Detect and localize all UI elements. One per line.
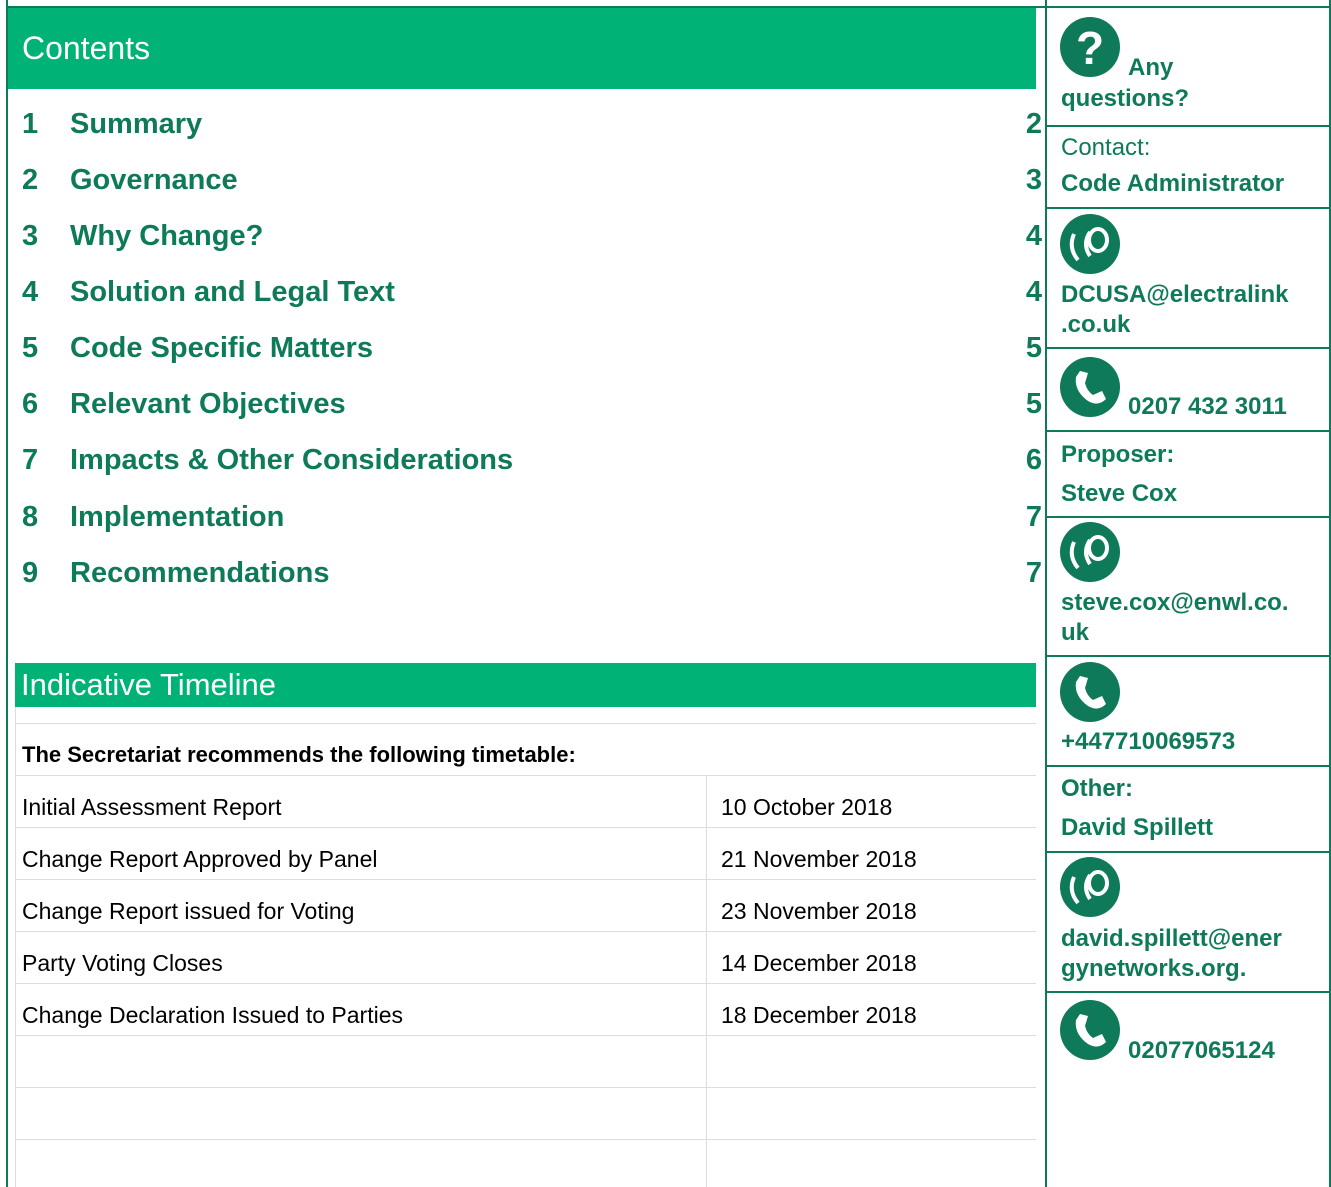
toc-title: Why Change? (70, 220, 264, 252)
timeline-column-divider (706, 775, 707, 1187)
toc-page: 7 (1025, 557, 1042, 589)
proposer-label: Proposer: (1061, 441, 1175, 468)
toc-number: 1 (22, 108, 39, 140)
sidebar-divider (1045, 207, 1331, 209)
other-email-line: gynetworks.org. (1061, 955, 1247, 982)
timeline-heading: Indicative Timeline (15, 663, 1036, 707)
timeline-rule (15, 723, 1036, 724)
toc-number: 8 (22, 501, 39, 533)
toc-number: 2 (22, 164, 39, 196)
sidebar-divider (1045, 765, 1331, 767)
phone-icon (1060, 1000, 1120, 1060)
phone-icon (1060, 357, 1120, 417)
timeline-rule (15, 879, 1036, 880)
timeline-event: Initial Assessment Report (22, 794, 282, 820)
timeline-event: Change Declaration Issued to Parties (22, 1002, 403, 1028)
toc-page: 6 (1025, 444, 1042, 476)
any-label: Any (1128, 54, 1174, 81)
timeline-date: 10 October 2018 (721, 794, 893, 820)
sidebar-divider (1045, 516, 1331, 518)
toc-item-summary[interactable] (22, 108, 1042, 148)
toc-page: 5 (1025, 332, 1042, 364)
timeline-date: 23 November 2018 (721, 898, 917, 924)
question-icon (1060, 17, 1120, 77)
toc-item-impacts[interactable] (22, 444, 1042, 484)
timeline-rule (15, 983, 1036, 984)
toc-title: Recommendations (70, 557, 330, 589)
contact-label: Contact: (1061, 134, 1151, 161)
contact-name: Code Administrator (1061, 170, 1285, 197)
toc-item-implementation[interactable] (22, 501, 1042, 541)
toc-page: 3 (1025, 164, 1042, 196)
toc-page: 4 (1025, 220, 1042, 252)
timeline-rule (15, 1035, 1036, 1036)
toc-item-relevant-objectives[interactable] (22, 388, 1042, 428)
toc-item-code-specific[interactable] (22, 332, 1042, 372)
contents-heading: Contents (8, 8, 1036, 89)
toc-page: 5 (1025, 388, 1042, 420)
timeline-date: 18 December 2018 (721, 1002, 917, 1028)
toc-title: Implementation (70, 501, 285, 533)
toc-number: 5 (22, 332, 39, 364)
contact-email[interactable] (1061, 280, 1288, 340)
sidebar-left-border (1045, 0, 1047, 1187)
questions-label: questions? (1061, 85, 1190, 112)
timeline-event: Change Report Approved by Panel (22, 846, 378, 872)
phone-icon (1060, 662, 1120, 722)
timeline-date: 21 November 2018 (721, 846, 917, 872)
other-name: David Spillett (1061, 814, 1214, 841)
timeline-rule (15, 1139, 1036, 1140)
timeline-event: Party Voting Closes (22, 950, 223, 976)
toc-page: 7 (1025, 501, 1042, 533)
toc-page: 4 (1025, 276, 1042, 308)
toc-item-recommendations[interactable] (22, 557, 1042, 597)
other-label: Other: (1061, 775, 1133, 802)
left-border (6, 0, 8, 1187)
toc-item-solution[interactable] (22, 276, 1042, 316)
sidebar-divider (1045, 125, 1331, 127)
toc-number: 9 (22, 557, 39, 589)
other-email-line: david.spillett@ener (1061, 925, 1282, 952)
timeline-intro: The Secretariat recommends the following timetable: (22, 742, 576, 767)
contact-email-line: .co.uk (1061, 311, 1131, 338)
svg-text:?: ? (1075, 22, 1105, 74)
toc-title: Relevant Objectives (70, 388, 346, 420)
timeline-rule (15, 827, 1036, 828)
toc-title: Solution and Legal Text (70, 276, 395, 308)
proposer-email[interactable] (1061, 588, 1289, 648)
other-email[interactable] (1061, 924, 1282, 984)
timeline-rule (15, 931, 1036, 932)
toc-page: 2 (1025, 108, 1042, 140)
sidebar-divider (1045, 991, 1331, 993)
toc-title: Impacts & Other Considerations (70, 444, 514, 476)
proposer-phone[interactable]: +447710069573 (1061, 728, 1236, 755)
other-phone[interactable]: 02077065124 (1128, 1037, 1275, 1064)
proposer-name: Steve Cox (1061, 480, 1178, 507)
email-icon (1060, 214, 1120, 274)
timeline-event: Change Report issued for Voting (22, 898, 355, 924)
sidebar-divider (1045, 655, 1331, 657)
timeline-rule (15, 1087, 1036, 1088)
toc-number: 4 (22, 276, 39, 308)
proposer-email-line: steve.cox@enwl.co. (1061, 589, 1289, 616)
contact-phone[interactable]: 0207 432 3011 (1128, 393, 1287, 420)
toc-title: Governance (70, 164, 238, 196)
timeline-left-rule (15, 707, 16, 1187)
sidebar-divider (1045, 347, 1331, 349)
toc-number: 7 (22, 444, 39, 476)
toc-title: Summary (70, 108, 203, 140)
toc-item-governance[interactable] (22, 164, 1042, 204)
email-icon (1060, 522, 1120, 582)
timeline-date: 14 December 2018 (721, 950, 917, 976)
contact-email-line: DCUSA@electralink (1061, 281, 1289, 308)
toc-number: 6 (22, 388, 39, 420)
proposer-email-line: uk (1061, 619, 1090, 646)
sidebar-divider (1045, 851, 1331, 853)
email-icon (1060, 857, 1120, 917)
toc-number: 3 (22, 220, 39, 252)
sidebar-divider (1045, 430, 1331, 432)
timeline-rule (15, 775, 1036, 776)
toc-item-why-change[interactable] (22, 220, 1042, 260)
toc-title: Code Specific Matters (70, 332, 373, 364)
